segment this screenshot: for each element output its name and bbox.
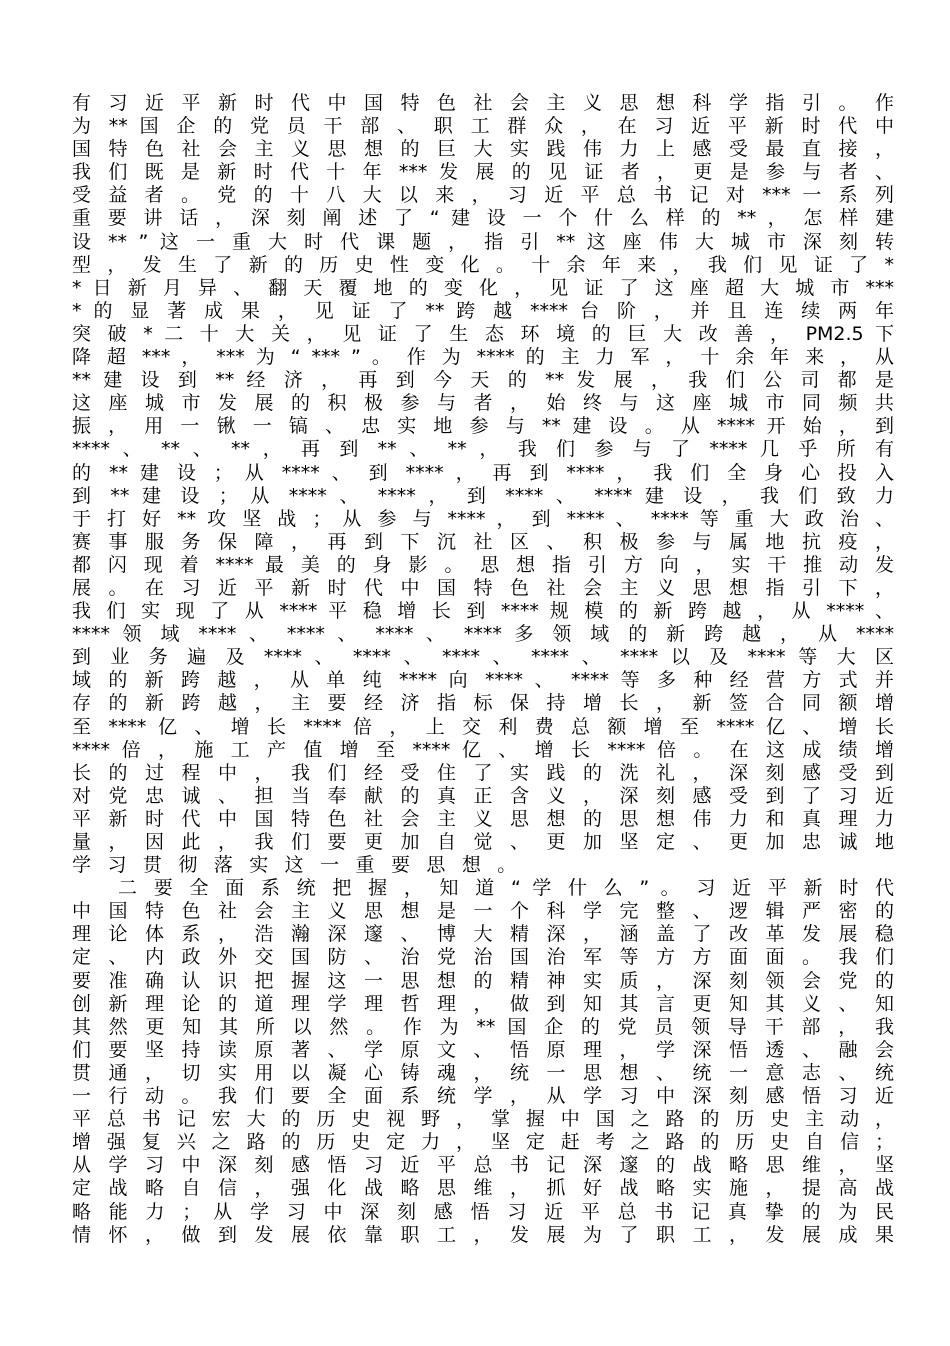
text-line: 我 们 实 现 了 从 **** 平 稳 增 长 到 **** 规 模 的 新 跨 越 ， 从 **** 、 [72, 600, 894, 623]
text-line: 从 学 习 中 深 刻 感 悟 习 近 平 总 书 记 深 邃 的 战 略 思 维 ， 坚 [72, 1154, 894, 1177]
text-line: 国 特 色 社 会 主 义 思 想 的 巨 大 实 践 伟 力 上 感 受 最 直 接 ， [72, 138, 894, 161]
text-line: 展 。 在 习 近 平 新 时 代 中 国 特 色 社 会 主 义 思 想 指 引 下 ， [72, 576, 894, 599]
text-line: 中 国 特 色 社 会 主 义 思 想 是 一 个 科 学 完 整 、 逻 辑 严 密 的 [72, 900, 894, 923]
text-line: 至 **** 亿 、 增 长 **** 倍 ， 上 交 利 费 总 额 增 至 **** 亿 、 增 长 [72, 715, 894, 738]
text-line: 于 打 好 ** 攻 坚 战 ； 从 参 与 **** ， 到 **** 、 **** 等 重 大 政 治 、 [72, 507, 894, 530]
text-line: 情 怀 ， 做 到 发 展 依 靠 职 工 ， 发 展 为 了 职 工 ， 发 展 成 果 [72, 1223, 894, 1246]
text-line: **** 领 域 **** 、 **** 、 **** 、 **** 多 领 域 的 新 跨 越 ， 从 **** [72, 623, 894, 646]
text-line: 设 ** ” 这 一 重 大 时 代 课 题 ， 指 引 ** 这 座 伟 大 城 市 深 刻 转 [72, 230, 894, 253]
text-line: ** 建 设 到 ** 经 济 ， 再 到 今 天 的 ** 发 展 ， 我 们 公 司 都 是 [72, 369, 894, 392]
text-line: 创 新 理 论 的 道 理 学 理 哲 理 ， 做 到 知 其 言 更 知 其 义 、 知 [72, 992, 894, 1015]
text-line: 有 习 近 平 新 时 代 中 国 特 色 社 会 主 义 思 想 科 学 指 引 。 作 [72, 92, 894, 114]
text-line: 定 战 略 自 信 ， 强 化 战 略 思 维 ， 抓 好 战 略 实 施 ， 提 高 战 [72, 1177, 894, 1200]
text-line: * 日 新 月 异 、 翻 天 覆 地 的 变 化 ， 见 证 了 这 座 超 大 城 市 *** [72, 276, 894, 299]
text-line: 要 准 确 认 识 把 握 这 一 思 想 的 精 神 实 质 ， 深 刻 领 会 党 的 [72, 969, 894, 992]
text-line: 降 超 *** ， *** 为 “ *** ” 。 作 为 **** 的 主 力 军 ， 十 余 年 来 ， 从 [72, 346, 894, 369]
paragraph-heading-line: 二 要 全 面 系 统 把 握 ， 知 道 “ 学 什 么 ” 。 习 近 平 新 时 代 [118, 877, 894, 900]
text-line: 对 党 忠 诚 、 担 当 奉 献 的 真 正 含 义 ， 深 刻 感 受 到 了 习 近 [72, 784, 894, 807]
text-line: 其 然 更 知 其 所 以 然 。 作 为 ** 国 企 的 党 员 领 导 干 部 ， 我 [72, 1015, 894, 1038]
text-line: 平 总 书 记 宏 大 的 历 史 视 野 ， 掌 握 中 国 之 路 的 历 史 主 动 ， [72, 1108, 894, 1131]
text-line: 这 座 城 市 发 展 的 积 极 参 与 者 ， 始 终 与 这 座 城 市 同 频 共 [72, 392, 894, 415]
text-line: 略 能 力 ； 从 学 习 中 深 刻 感 悟 习 近 平 总 书 记 真 挚 的 为 民 [72, 1200, 894, 1223]
text-line: **** 、 ** 、 ** ， 再 到 ** 、 ** ， 我 们 参 与 了 **** 几 乎 所 有 [72, 438, 894, 461]
text-line: 平 新 时 代 中 国 特 色 社 会 主 义 思 想 的 思 想 伟 力 和 真 理 力 [72, 807, 894, 830]
text-line: 长 的 过 程 中 ， 我 们 经 受 住 了 实 践 的 洗 礼 ， 深 刻 感 受 到 [72, 761, 894, 784]
text-line: **** 倍 ， 施 工 产 值 增 至 **** 亿 、 增 长 **** 倍 。 在 这 成 绩 增 [72, 738, 894, 761]
text-line: 的 ** 建 设 ； 从 **** 、 到 **** ， 再 到 **** ， 我 们 全 身 心 投 入 [72, 461, 894, 484]
text-line: 域 的 新 跨 越 ， 从 单 纯 **** 向 **** 、 **** 等 多 种 经 营 方 式 并 [72, 669, 894, 692]
text-line: 型 ， 发 生 了 新 的 历 史 性 变 化 。 十 余 年 来 ， 我 们 见 证 了 * [72, 253, 894, 276]
text-line: 到 ** 建 设 ； 从 **** 、 **** ， 到 **** 、 **** 建 设 ， 我 们 致 力 [72, 484, 894, 507]
text-line: 突 破 * 二 十 大 关 ， 见 证 了 生 态 环 境 的 巨 大 改 善 ， PM2.5 下 [72, 322, 894, 345]
text-line: 都 闪 现 着 **** 最 美 的 身 影 。 思 想 指 引 方 向 ， 实 干 推 动 发 [72, 553, 894, 576]
text-line: 存 的 新 跨 越 ， 主 要 经 济 指 标 保 持 增 长 ， 新 签 合 同 额 增 [72, 692, 894, 715]
text-line: 为 ** 国 企 的 党 员 干 部 、 职 工 群 众 ， 在 习 近 平 新 时 代 中 [72, 115, 894, 138]
text-line: 振 ， 用 一 锹 一 镐 、 忠 实 地 参 与 ** 建 设 。 从 **** 开 始 ， 到 [72, 415, 894, 438]
text-line: 受 益 者 。 党 的 十 八 大 以 来 ， 习 近 平 总 书 记 对 *** 一 系 列 [72, 184, 894, 207]
text-line: 们 要 坚 持 读 原 著 、 学 原 文 、 悟 原 理 ， 学 深 悟 透 、 融 会 [72, 1038, 894, 1061]
text-line: 我 们 既 是 新 时 代 十 年 *** 发 展 的 见 证 者 ， 更 是 参 与 者 、 [72, 161, 894, 184]
text-line: 量 ， 因 此 ， 我 们 要 更 加 自 觉 、 更 加 坚 定 、 更 加 忠 诚 地 [72, 831, 894, 853]
text-line: 一 行 动 。 我 们 要 全 面 系 统 学 ， 从 学 习 中 深 刻 感 悟 习 近 [72, 1085, 894, 1108]
text-line: 学 习 贯 彻 落 实 这 一 重 要 思 想 。 [72, 854, 522, 877]
text-line: * 的 显 著 成 果 ， 见 证 了 ** 跨 越 **** 台 阶 ， 并 且 连 续 两 年 [72, 299, 894, 322]
document-body [72, 92, 894, 1247]
text-line: 到 业 务 遍 及 **** 、 **** 、 **** 、 **** 、 **** 以 及 **** 等 大 区 [72, 646, 894, 669]
text-line: 理 论 体 系 ， 浩 瀚 深 邃 、 博 大 精 深 ， 涵 盖 了 改 革 发 展 稳 [72, 923, 894, 946]
text-line: 贯 通 ， 切 实 用 以 凝 心 铸 魂 ， 统 一 思 想 、 统 一 意 志 、 统 [72, 1061, 894, 1084]
text-line: 赛 事 服 务 保 障 ， 再 到 下 沉 社 区 、 积 极 参 与 属 地 抗 疫 ， [72, 530, 894, 553]
text-line: 重 要 讲 话 ， 深 刻 阐 述 了 “ 建 设 一 个 什 么 样 的 ** ， 怎 样 建 [72, 207, 894, 230]
text-line: 定 、 内 政 外 交 国 防 、 治 党 治 国 治 军 等 方 方 面 面 。 我 们 [72, 946, 894, 969]
text-line: 增 强 复 兴 之 路 的 历 史 定 力 ， 坚 定 赶 考 之 路 的 历 史 自 信 ； [72, 1131, 894, 1154]
